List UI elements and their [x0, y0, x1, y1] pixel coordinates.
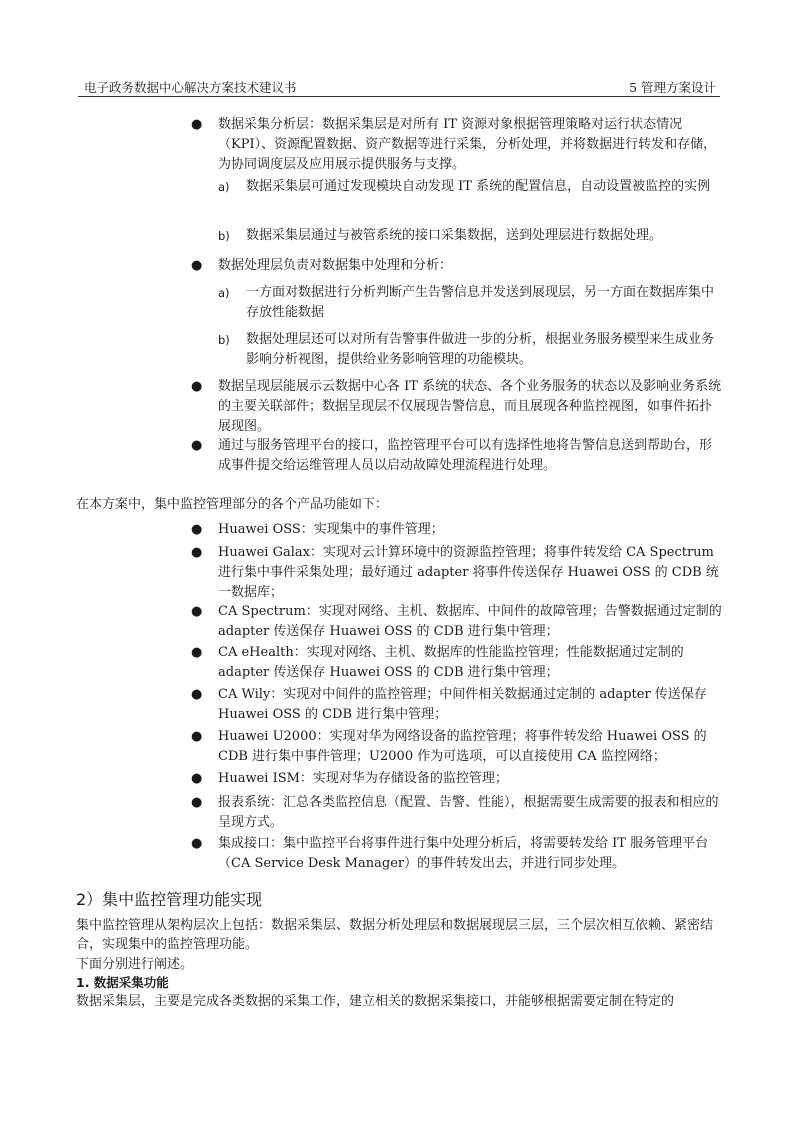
subsection-heading: 1. 数据采集功能 — [76, 975, 169, 990]
body-paragraph: 下面分别进行阐述。 — [76, 957, 194, 972]
product-item: CA eHealth：实现对网络、主机、数据库的性能监控管理；性能数据通过定制的 adapter 传送保存 Huawei OSS 的 CDB 进行集中管理； — [218, 645, 684, 680]
product-item: 集成接口：集中监控平台将事件进行集中处理分析后，将需要转发给 IT 服务管理平台（CA Service Desk Manager）的事件转发出去，并进行同步处理。 — [218, 836, 709, 871]
sub-item-text: 一方面对数据进行分析判断产生告警信息并发送到展现层，另一方面在数据库集中存放性能数据 — [246, 285, 715, 320]
bullet-dot: ● — [191, 836, 203, 851]
intro-paragraph: 在本方案中，集中监控管理部分的各个产品功能如下： — [76, 497, 389, 512]
bullet-dot: ● — [191, 729, 203, 744]
header-chapter-title: 5 管理方案设计 — [629, 80, 716, 95]
product-item: CA Wily：实现对中间件的监控管理；中间件相关数据通过定制的 adapter 传送保存 Huawei OSS 的 CDB 进行集中管理； — [218, 687, 707, 722]
sub-item-text: 数据采集层可通过发现模块自动发现 IT 系统的配置信息，自动设置被监控的实例 — [246, 179, 711, 194]
header-doc-title: 电子政务数据中心解决方案技术建议书 — [84, 80, 297, 95]
product-item: Huawei U2000：实现对华为网络设备的监控管理；将事件转发给 Huawei OSS 的 CDB 进行集中事件管理；U2000 作为可选项，可以直接使用 CA 监控网络； — [218, 729, 707, 764]
bullet-data-collection-layer: 数据采集分析层：数据采集层是对所有 IT 资源对象根据管理策略对运行状态情况（KPI）、资源配置数据、资产数据等进行采集，分析处理，并将数据进行转发和存储，为协同调度层及应用展示提供服务与支撑。 — [218, 117, 717, 172]
bullet-dot: ● — [191, 258, 203, 273]
product-item: CA Spectrum：实现对网络、主机、数据库、中间件的故障管理；告警数据通过定制的 adapter 传送保存 Huawei OSS 的 CDB 进行集中管理； — [218, 604, 722, 639]
bullet-dot: ● — [191, 645, 203, 660]
sub-item-label: b) — [218, 333, 230, 347]
bullet-dot: ● — [191, 117, 203, 132]
bullet-dot: ● — [191, 522, 203, 537]
body-paragraph: 集中监控管理从架构层次上包括：数据采集层、数据分析处理层和数据展现层三层，三个层次相互依赖、紧密结合，实现集中的监控管理功能。 — [76, 918, 714, 952]
sub-item-text: 数据采集层通过与被管系统的接口采集数据，送到处理层进行数据处理。 — [246, 228, 663, 243]
bullet-dot: ● — [191, 771, 203, 786]
bullet-dot: ● — [191, 795, 203, 810]
bullet-dot: ● — [191, 604, 203, 619]
bullet-data-processing-layer: 数据处理层负责对数据集中处理和分析： — [218, 258, 453, 273]
sub-item-text: 数据处理层还可以对所有告警事件做进一步的分析，根据业务服务模型来生成业务影响分析视图，提供给业务影响管理的功能模块。 — [246, 332, 715, 367]
sub-item-label: a) — [218, 286, 230, 300]
bullet-dot: ● — [191, 379, 203, 394]
product-item: 报表系统：汇总各类监控信息（配置、告警、性能），根据需要生成需要的报表和相应的呈现方式。 — [218, 795, 719, 830]
product-item: Huawei OSS：实现集中的事件管理； — [218, 522, 444, 537]
body-paragraph: 数据采集层，主要是完成各类数据的采集工作，建立相关的数据采集接口，并能够根据需要定制在特定的 — [76, 994, 675, 1009]
section-heading: 2）集中监控管理功能实现 — [76, 890, 263, 909]
bullet-data-presentation-layer: 数据呈现层能展示云数据中心各 IT 系统的状态、各个业务服务的状态以及影响业务系统的主要关联部件；数据呈现层不仅展现告警信息，而且展现各种监控视图，如事件拓扑展现图。 — [218, 379, 722, 434]
bullet-service-interface: 通过与服务管理平台的接口，监控管理平台可以有选择性地将告警信息送到帮助台，形成事件提交给运维管理人员以启动故障处理流程进行处理。 — [218, 438, 713, 473]
bullet-dot: ● — [191, 687, 203, 702]
bullet-dot: ● — [191, 438, 203, 453]
product-item: Huawei ISM：实现对华为存储设备的监控管理； — [218, 771, 508, 786]
header-divider — [78, 96, 720, 97]
product-item: Huawei Galax：实现对云计算环境中的资源监控管理；将事件转发给 CA Spectrum 进行集中事件采集处理；最好通过 adapter 将事件传送保存 Huawei OSS 的 CDB 统一数据库； — [218, 545, 719, 600]
page-header — [78, 78, 720, 96]
bullet-dot: ● — [191, 545, 203, 560]
sub-item-label: b) — [218, 229, 230, 243]
sub-item-label: a) — [218, 180, 230, 194]
